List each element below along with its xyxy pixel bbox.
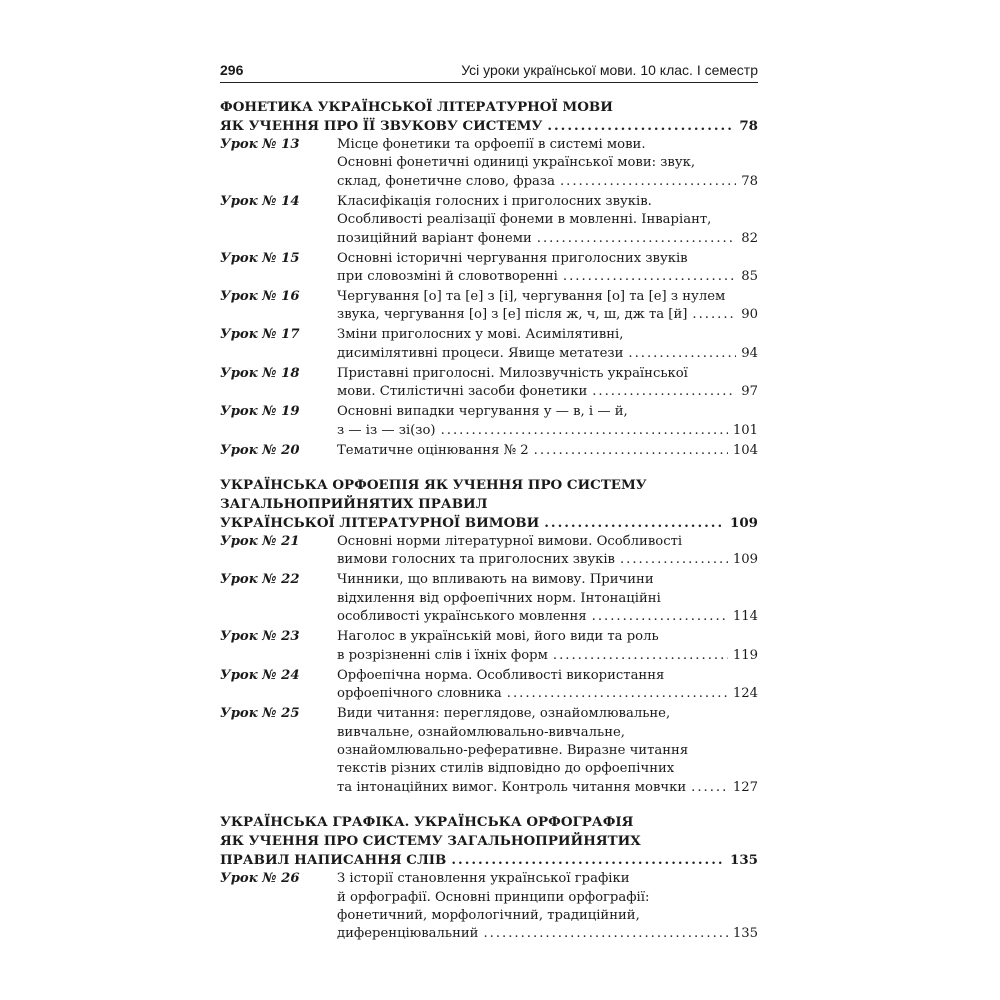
toc-entry <box>220 136 758 191</box>
page-ref: 94 <box>741 345 758 361</box>
toc-entry <box>220 533 758 570</box>
toc-entry <box>220 667 758 704</box>
lesson-label: Урок № 13 <box>220 137 300 152</box>
page-ref: 90 <box>741 307 758 323</box>
toc-entry <box>220 442 758 460</box>
lesson-description <box>337 250 758 287</box>
entry-text-line: диференціювальний <box>337 926 479 942</box>
entry-text-line: Види читання: переглядове, ознайомлювальне, <box>337 706 671 722</box>
toc-leader-line <box>337 345 758 363</box>
entry-text-line: ЯК УЧЕННЯ ПРО ЇЇ ЗВУКОВУ СИСТЕМУ <box>220 118 543 134</box>
toc-leader-line <box>220 851 758 870</box>
lesson-description <box>337 403 758 440</box>
section-title <box>220 98 758 136</box>
entry-text-line: вимови голосних та приголосних звуків <box>337 552 615 568</box>
section-title-line: УКРАЇНСЬКА ОРФОЕПІЯ ЯК УЧЕННЯ ПРО СИСТЕМУ <box>220 477 647 494</box>
lesson-label: Урок № 18 <box>220 365 300 381</box>
page-ref: 124 <box>732 686 758 702</box>
dot-leader <box>563 268 736 286</box>
entry-text-line: УКРАЇНСЬКОЇ ЛІТЕРАТУРНОЇ ВИМОВИ <box>220 515 540 532</box>
dot-leader <box>553 647 728 665</box>
page-ref: 119 <box>732 647 758 663</box>
dot-leader <box>560 173 736 191</box>
entry-text-line: текстів різних стилів відповідно до орфоепічних <box>337 761 675 777</box>
toc-section <box>220 476 758 797</box>
section-title <box>220 476 758 533</box>
toc-entry <box>220 288 758 325</box>
dot-leader <box>592 608 728 626</box>
dot-leader <box>628 345 736 363</box>
entry-text-line: склад, фонетичне слово, фраза <box>337 173 555 189</box>
dot-leader <box>537 230 736 248</box>
entry-text-line: Основні норми літературної вимови. Особливості <box>337 534 683 550</box>
lesson-description <box>337 326 758 363</box>
page-number: 296 <box>220 62 244 78</box>
lesson-label: Урок № 14 <box>220 193 300 209</box>
lesson-description <box>337 667 758 704</box>
section-title <box>220 813 758 870</box>
lesson-label: Урок № 15 <box>220 250 300 266</box>
lesson-description <box>337 136 758 191</box>
entry-text-line: дисимілятивні процеси. Явище метатези <box>337 345 624 361</box>
entry-text-line: Тематичне оцінювання № 2 <box>337 442 529 458</box>
lesson-description <box>337 193 758 248</box>
toc-leader-line <box>337 779 758 797</box>
entry-text-line: Основні історичні чергування приголосних звуків <box>337 250 688 266</box>
toc-leader-line <box>220 117 758 136</box>
entry-text-line: з — із — зі(зо) <box>337 422 436 438</box>
entry-text-line: звука, чергування [о] з [е] після ж, ч, ш, дж та [й] <box>337 307 688 323</box>
page-ref: 82 <box>741 230 758 246</box>
book-title: Усі уроки української мови. 10 клас. І семестр <box>461 62 758 78</box>
dot-leader <box>483 925 727 943</box>
page-ref: 114 <box>732 609 758 625</box>
entry-text-line: та інтонаційних вимог. Контроль читання мовчки <box>337 779 687 795</box>
toc-entry <box>220 326 758 363</box>
page-ref: 85 <box>741 269 758 285</box>
dot-leader <box>691 779 728 797</box>
entry-text-line: Приставні приголосні. Милозвучність української <box>337 365 688 381</box>
entry-text-line: відхилення від орфоепічних норм. Інтонаційні <box>337 590 661 606</box>
dot-leader <box>592 383 736 401</box>
toc-entry <box>220 365 758 402</box>
entry-text-line: Наголос в українській мові, його види та роль <box>337 629 659 645</box>
entry-text-line: й орфографії. Основні принципи орфографії: <box>337 889 650 905</box>
dot-leader <box>544 514 725 533</box>
toc-entry <box>220 628 758 665</box>
lesson-label: Урок № 22 <box>220 572 300 588</box>
entry-text-line: орфоепічного словника <box>337 686 502 702</box>
page-ref: 109 <box>730 515 758 532</box>
entry-text-line: Основні випадки чергування у — в, і — й, <box>337 404 628 420</box>
toc-entry <box>220 870 758 944</box>
lesson-description <box>337 288 758 325</box>
entry-text-line: Основні фонетичні одиниці української мови: звук, <box>337 155 696 171</box>
lesson-description <box>337 571 758 626</box>
toc-entry <box>220 403 758 440</box>
entry-text-line: мови. Стилістичні засоби фонетики <box>337 384 588 400</box>
toc-leader-line <box>337 268 758 286</box>
lesson-label: Урок № 19 <box>220 404 300 420</box>
toc-entry <box>220 250 758 287</box>
dot-leader <box>451 851 725 870</box>
toc-section <box>220 813 758 944</box>
dot-leader <box>620 551 728 569</box>
entry-text-line: Зміни приголосних у мові. Асимілятивні, <box>337 327 624 343</box>
page-ref: 97 <box>741 384 758 400</box>
lesson-description <box>337 442 758 460</box>
lesson-label: Урок № 25 <box>220 706 300 722</box>
entry-text-line: Орфоепічна норма. Особливості використання <box>337 667 665 683</box>
page-ref: 78 <box>741 173 758 189</box>
entry-text-line: Чинники, що впливають на вимову. Причини <box>337 572 654 588</box>
toc-leader-line <box>220 514 758 533</box>
toc-leader-line <box>337 647 758 665</box>
toc-leader-line <box>337 383 758 401</box>
toc-entry <box>220 705 758 797</box>
toc-leader-line <box>337 442 758 460</box>
toc-entry <box>220 193 758 248</box>
toc-section <box>220 98 758 460</box>
entry-text-line: особливості українського мовлення <box>337 609 587 625</box>
toc-leader-line <box>337 422 758 440</box>
page-ref: 101 <box>732 422 758 438</box>
dot-leader <box>547 117 734 136</box>
lesson-label: Урок № 20 <box>220 442 300 458</box>
page-ref: 135 <box>730 852 758 869</box>
page-ref: 127 <box>732 779 758 795</box>
page-ref: 78 <box>739 118 758 134</box>
lesson-description <box>337 870 758 944</box>
toc-leader-line <box>337 230 758 248</box>
entry-text-line: Місце фонетики та орфоепії в системі мови. <box>337 137 646 152</box>
toc-leader-line <box>337 551 758 569</box>
section-title-line: ЗАГАЛЬНОПРИЙНЯТИХ ПРАВИЛ <box>220 496 488 513</box>
lesson-label: Урок № 16 <box>220 289 300 305</box>
lesson-description <box>337 705 758 797</box>
page-ref: 104 <box>732 442 758 458</box>
toc-leader-line <box>337 608 758 626</box>
toc-leader-line <box>337 925 758 943</box>
entry-text-line: ПРАВИЛ НАПИСАННЯ СЛІВ <box>220 852 447 869</box>
lesson-label: Урок № 23 <box>220 629 300 645</box>
lesson-label: Урок № 26 <box>220 871 300 887</box>
entry-text-line: вивчальне, ознайомлювально-вивчальне, <box>337 724 625 740</box>
lesson-label: Урок № 24 <box>220 667 300 683</box>
table-of-contents <box>220 98 758 944</box>
entry-text-line: Класифікація голосних і приголосних звуків. <box>337 193 652 209</box>
entry-text-line: З історії становлення української графіки <box>337 871 630 887</box>
lesson-label: Урок № 21 <box>220 534 300 550</box>
lesson-label: Урок № 17 <box>220 327 300 343</box>
toc-page <box>220 62 758 960</box>
dot-leader <box>507 685 728 703</box>
dot-leader <box>441 422 728 440</box>
page-ref: 135 <box>732 926 758 942</box>
page-ref: 109 <box>732 552 758 568</box>
dot-leader <box>692 306 736 324</box>
entry-text-line: фонетичний, морфологічний, традиційний, <box>337 907 640 923</box>
section-title-line: УКРАЇНСЬКА ГРАФІКА. УКРАЇНСЬКА ОРФОГРАФІЯ <box>220 814 634 831</box>
toc-entry <box>220 571 758 626</box>
entry-text-line: при словозміні й словотворенні <box>337 269 558 285</box>
lesson-description <box>337 365 758 402</box>
dot-leader <box>534 442 728 460</box>
section-title-line: ЯК УЧЕННЯ ПРО СИСТЕМУ ЗАГАЛЬНОПРИЙНЯТИХ <box>220 833 641 850</box>
lesson-description <box>337 533 758 570</box>
running-header <box>220 62 758 83</box>
entry-text-line: Чергування [о] та [е] з [і], чергування [о] та [е] з нулем <box>337 289 726 305</box>
toc-leader-line <box>337 685 758 703</box>
toc-leader-line <box>337 173 758 191</box>
entry-text-line: позиційний варіант фонеми <box>337 230 532 246</box>
section-title-line: ФОНЕТИКА УКРАЇНСЬКОЇ ЛІТЕРАТУРНОЇ МОВИ <box>220 99 613 115</box>
lesson-description <box>337 628 758 665</box>
entry-text-line: Особливості реалізації фонеми в мовленні. Інваріант, <box>337 212 712 228</box>
toc-leader-line <box>337 306 758 324</box>
entry-text-line: в розрізненні слів і їхніх форм <box>337 647 548 663</box>
entry-text-line: ознайомлювально-реферативне. Виразне читання <box>337 742 689 758</box>
